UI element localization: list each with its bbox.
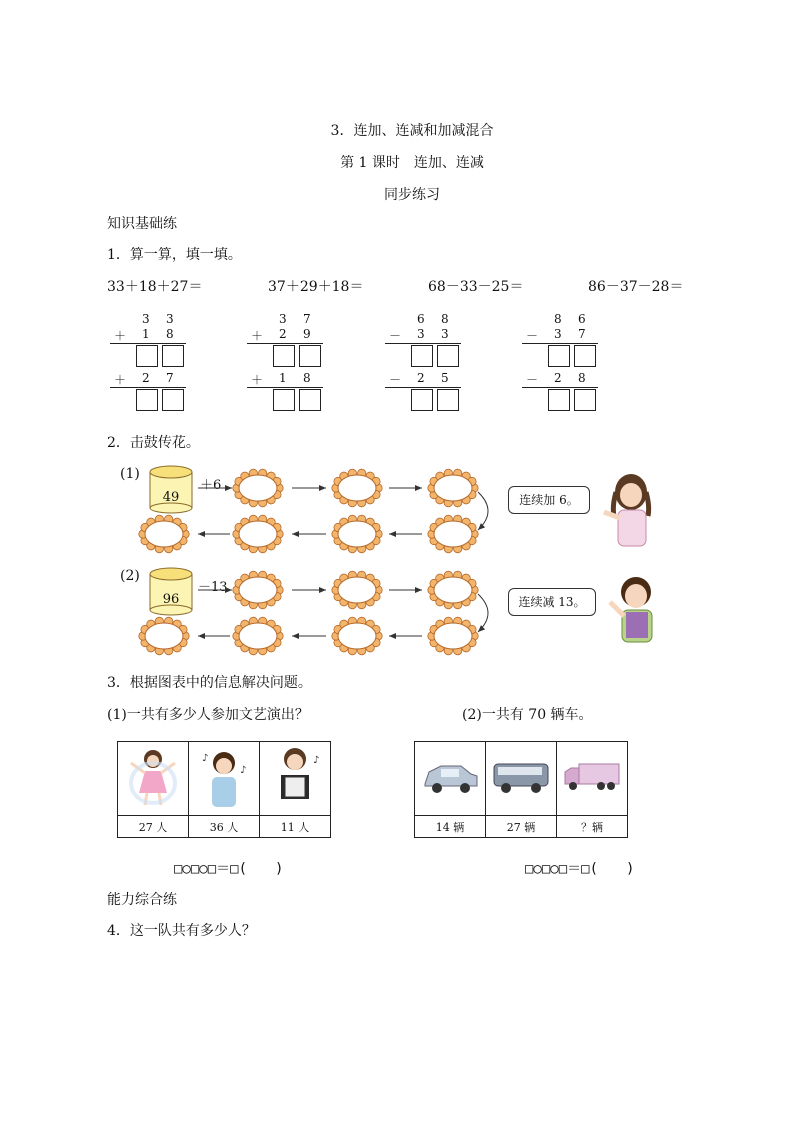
q3-part2-answer-formula[interactable]: □○□○□＝□( ): [525, 861, 635, 877]
q2-part2-number: (2): [120, 568, 140, 584]
truck-illustration: [561, 752, 623, 802]
digit: 8: [554, 312, 562, 326]
operator: －: [389, 329, 402, 343]
digit: 2: [554, 371, 562, 385]
digit: 3: [554, 327, 562, 341]
q1-expression-4: 86－37－28＝: [588, 279, 684, 295]
performer-accordion-cell: [260, 742, 331, 816]
flower-answer-blank: [145, 521, 183, 547]
digit: 3: [279, 312, 287, 326]
q2-part2-drum-number: 96: [162, 592, 180, 607]
digit: 3: [142, 312, 150, 326]
q1-label: 1．算一算，填一填。: [107, 247, 242, 263]
q2-part1-number: (1): [120, 466, 140, 482]
flower-answer-blank: [338, 521, 376, 547]
operator: ＋: [251, 373, 264, 387]
car-illustration: [419, 752, 481, 802]
flower-answer-blank: [239, 623, 277, 649]
q2-part1-drum-number: 49: [162, 490, 180, 505]
flower-answer-blank: [434, 521, 472, 547]
chapter-title: 3．连加、连减和加减混合: [330, 123, 494, 139]
digit: 7: [166, 371, 174, 385]
dancer-girl-illustration: [123, 743, 183, 811]
performers-count-3: 11 人: [260, 816, 331, 838]
digit: 5: [441, 371, 449, 385]
performer-singer-cell: [189, 742, 260, 816]
digit: 6: [417, 312, 425, 326]
performer-dancer-cell: [118, 742, 189, 816]
svg-text:♪: ♪: [313, 755, 320, 766]
operator: ＋: [114, 329, 127, 343]
flower-answer-blank: [338, 623, 376, 649]
vehicles-table: [414, 741, 628, 838]
speech-bubble-1: 连续加 6。: [508, 486, 590, 514]
digit: 8: [303, 371, 311, 385]
q2-part2-operation: －13: [198, 580, 228, 595]
section-basic: 知识基础练: [107, 216, 177, 232]
bus-illustration: [490, 752, 552, 802]
q4-label: 4．这一队共有多少人？: [107, 923, 256, 939]
digit: 1: [142, 327, 150, 341]
vehicle-count-2: 27 辆: [486, 816, 557, 838]
digit: 8: [166, 327, 174, 341]
girl-character-illustration: [596, 470, 666, 550]
vehicle-count-3: ？辆: [557, 816, 628, 838]
performers-count-1: 27 人: [118, 816, 189, 838]
return-arrow: [478, 492, 488, 530]
digit: 3: [417, 327, 425, 341]
digit: 3: [441, 327, 449, 341]
digit: 2: [142, 371, 150, 385]
boy-character-illustration: [604, 572, 664, 652]
vehicle-count-1: 14 辆: [415, 816, 486, 838]
digit: 7: [578, 327, 586, 341]
q2-label: 2．击鼓传花。: [107, 435, 200, 451]
section-advanced: 能力综合练: [107, 892, 177, 908]
operator: ＋: [251, 329, 264, 343]
digit: 8: [578, 371, 586, 385]
flower-answer-blank: [239, 577, 277, 603]
digit: 7: [303, 312, 311, 326]
flower-answer-blank: [239, 521, 277, 547]
digit: 8: [441, 312, 449, 326]
q3-part1-question: (1)一共有多少人参加文艺演出？: [107, 707, 309, 723]
q1-expression-2: 37＋29＋18＝: [268, 279, 364, 295]
q1-expression-3: 68－33－25＝: [428, 279, 524, 295]
operator: －: [526, 329, 539, 343]
singer-boy-illustration: [194, 743, 254, 811]
operator: －: [389, 373, 402, 387]
digit: 2: [279, 327, 287, 341]
vehicle-truck-cell: [557, 742, 628, 816]
q3-part1-answer-formula[interactable]: □○□○□＝□( ): [174, 861, 284, 877]
vehicle-bus-cell: [486, 742, 557, 816]
digit: 3: [166, 312, 174, 326]
lesson-title: 第 1 课时 连加、连减: [340, 155, 484, 171]
flower-answer-blank: [434, 623, 472, 649]
page-subtitle: 同步练习: [384, 187, 440, 203]
flower-answer-blank: [434, 577, 472, 603]
flower-answer-blank: [145, 623, 183, 649]
svg-text:♪: ♪: [240, 765, 247, 776]
return-arrow: [478, 594, 488, 632]
q3-label: 3．根据图表中的信息解决问题。: [107, 675, 312, 691]
digit: 9: [303, 327, 311, 341]
performers-count-2: 36 人: [189, 816, 260, 838]
vehicle-car-cell: [415, 742, 486, 816]
digit: 1: [279, 371, 287, 385]
svg-text:♪: ♪: [202, 753, 209, 764]
operator: ＋: [114, 373, 127, 387]
operator: －: [526, 373, 539, 387]
flower-answer-blank: [239, 475, 277, 501]
digit: 2: [417, 371, 425, 385]
q2-part1-operation: ＋6: [200, 478, 222, 493]
digit: 6: [578, 312, 586, 326]
q1-expression-1: 33＋18＋27＝: [107, 279, 203, 295]
q3-part2-question: (2)一共有 70 辆车。: [462, 707, 593, 723]
speech-bubble-2: 连续减 13。: [508, 588, 596, 616]
flower-answer-blank: [434, 475, 472, 501]
accordion-girl-illustration: [265, 743, 325, 811]
flower-answer-blank: [338, 577, 376, 603]
performers-table: [117, 741, 331, 838]
flower-answer-blank: [338, 475, 376, 501]
